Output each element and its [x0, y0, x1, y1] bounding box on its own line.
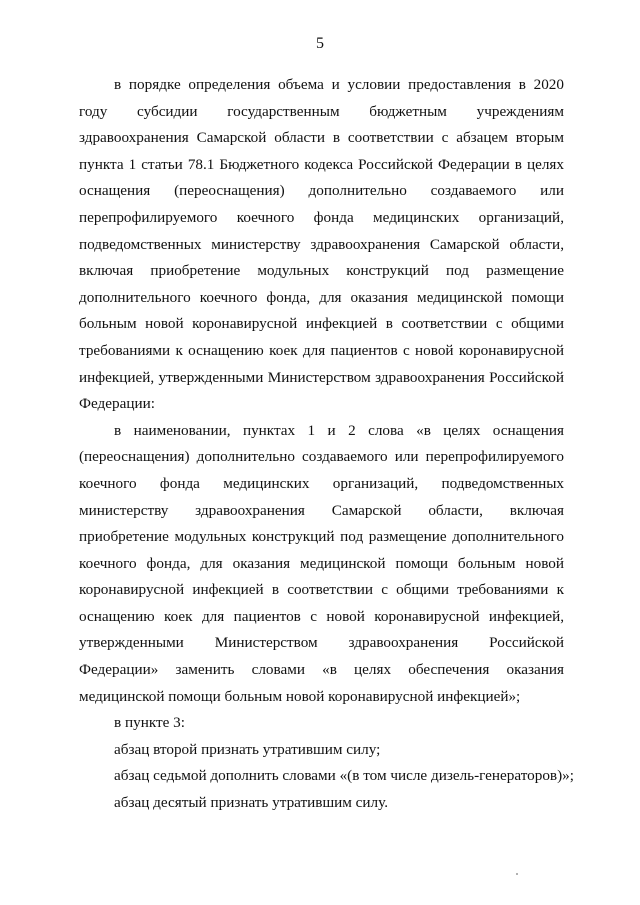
document-body [79, 72, 574, 817]
paragraph-subsidy-procedure: в порядке определения объема и условии предоставления в 2020 году субсидии государственным бюджетным учреждениям здравоохранения Самарской области в соответствии с абзацем вторым пункта 1 статьи 78.1 Бюджетного кодекса Российской Федерации в целях оснащения (переоснащения) дополнительно создаваемого или перепрофилируемого коечного фонда медицинских организаций, подведомственных министерству здравоохранения Самарской области, включая приобретение модульных конструкций под размещение дополнительного коечного фонда, для оказания медицинской помощи больным новой коронавирусной инфекцией в соответствии с общими требованиями к оснащению коек для пациентов с новой коронавирусной инфекцией, утвержденными Министерством здравоохранения Российской Федерации: [79, 76, 564, 413]
line-paragraph-2-repeal: абзац второй признать утратившим силу; [114, 740, 381, 758]
page-number: 5 [316, 35, 324, 52]
paragraph-title-amendment: в наименовании, пунктах 1 и 2 слова «в целях оснащения (переоснащения) дополнительно создаваемого или перепрофилируемого коечного фонда медицинских организаций, подведомственных министерству здравоохранения Самарской области, включая приобретение модульных конструкций под размещение дополнительного коечного фонда, для оказания медицинской помощи больным новой коронавирусной инфекцией в соответствии с общими требованиями к оснащению коек для пациентов с новой коронавирусной инфекцией, утвержденными Министерством здравоохранения Российской Федерации» заменить словами «в целях обеспечения оказания медицинской помощи больным новой коронавирусной инфекцией»; [79, 421, 564, 705]
line-paragraph-10-repeal: абзац десятый признать утратившим силу. [114, 794, 388, 812]
line-paragraph-7-addition: абзац седьмой дополнить словами «(в том числе дизель-генераторов)»; [114, 767, 574, 785]
scan-speck [516, 873, 518, 875]
line-point-3: в пункте 3: [114, 714, 185, 732]
